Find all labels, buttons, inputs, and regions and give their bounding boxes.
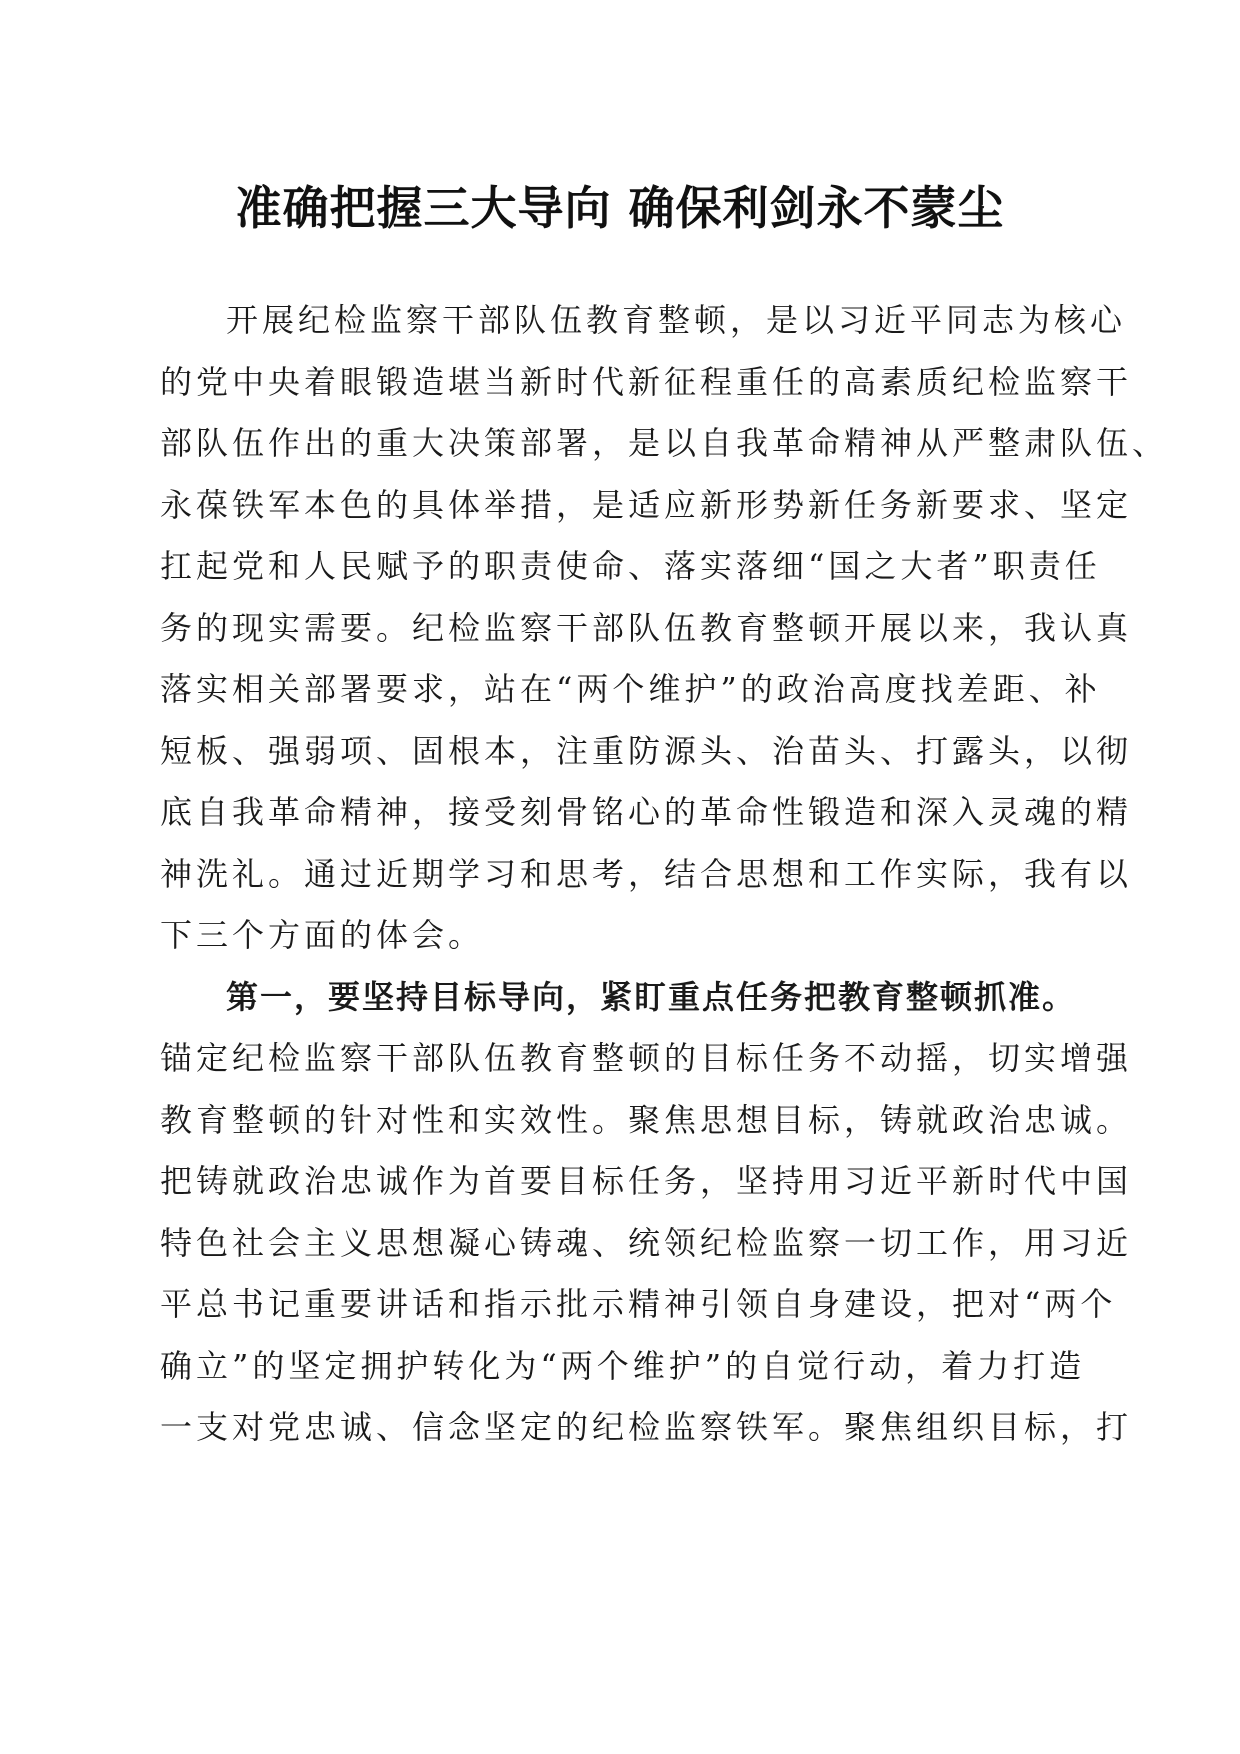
paragraph-line: 教育整顿的针对性和实效性。聚焦思想目标，铸就政治忠诚。 bbox=[160, 1100, 1133, 1139]
paragraph-line: 确立”的坚定拥护转化为“两个维护”的自觉行动，着力打造 bbox=[160, 1346, 1086, 1385]
paragraph-line: 一支对党忠诚、信念坚定的纪检监察铁军。聚焦组织目标，打 bbox=[160, 1408, 1133, 1446]
document-body bbox=[160, 290, 1169, 1459]
paragraph-line: 部队伍作出的重大决策部署，是以自我革命精神从严整肃队伍、 bbox=[160, 424, 1169, 462]
paragraph-line: 永葆铁军本色的具体举措，是适应新形势新任务新要求、坚定 bbox=[160, 485, 1133, 524]
document-title: 准确把握三大导向 确保利剑永不蒙尘 bbox=[235, 181, 1005, 235]
paragraph-line: 神洗礼。通过近期学习和思考，结合思想和工作实际，我有以 bbox=[160, 854, 1133, 893]
paragraph-line: 的党中央着眼锻造堪当新时代新征程重任的高素质纪检监察干 bbox=[160, 362, 1133, 401]
paragraph-line: 锚定纪检监察干部队伍教育整顿的目标任务不动摇，切实增强 bbox=[160, 1039, 1133, 1077]
paragraph-line: 扛起党和人民赋予的职责使命、落实落细“国之大者”职责任 bbox=[160, 547, 1101, 585]
section-heading: 第一，要坚持目标导向，紧盯重点任务把教育整顿抓准。 bbox=[226, 977, 1077, 1016]
paragraph-line: 平总书记重要讲话和指示批示精神引领自身建设，把对“两个 bbox=[160, 1285, 1117, 1323]
paragraph-line: 把铸就政治忠诚作为首要目标任务，坚持用习近平新时代中国 bbox=[160, 1162, 1133, 1200]
paragraph-line: 开展纪检监察干部队伍教育整顿，是以习近平同志为核心 bbox=[226, 301, 1127, 339]
paragraph-line: 短板、强弱项、固根本，注重防源头、治苗头、打露头，以彻 bbox=[160, 731, 1133, 770]
paragraph-line: 下三个方面的体会。 bbox=[160, 916, 485, 954]
paragraph-line: 落实相关部署要求，站在“两个维护”的政治高度找差距、补 bbox=[160, 670, 1101, 708]
paragraph-line: 底自我革命精神，接受刻骨铭心的革命性锻造和深入灵魂的精 bbox=[160, 793, 1133, 831]
paragraph-line: 务的现实需要。纪检监察干部队伍教育整顿开展以来，我认真 bbox=[160, 608, 1133, 647]
paragraph-line: 特色社会主义思想凝心铸魂、统领纪检监察一切工作，用习近 bbox=[160, 1223, 1133, 1262]
